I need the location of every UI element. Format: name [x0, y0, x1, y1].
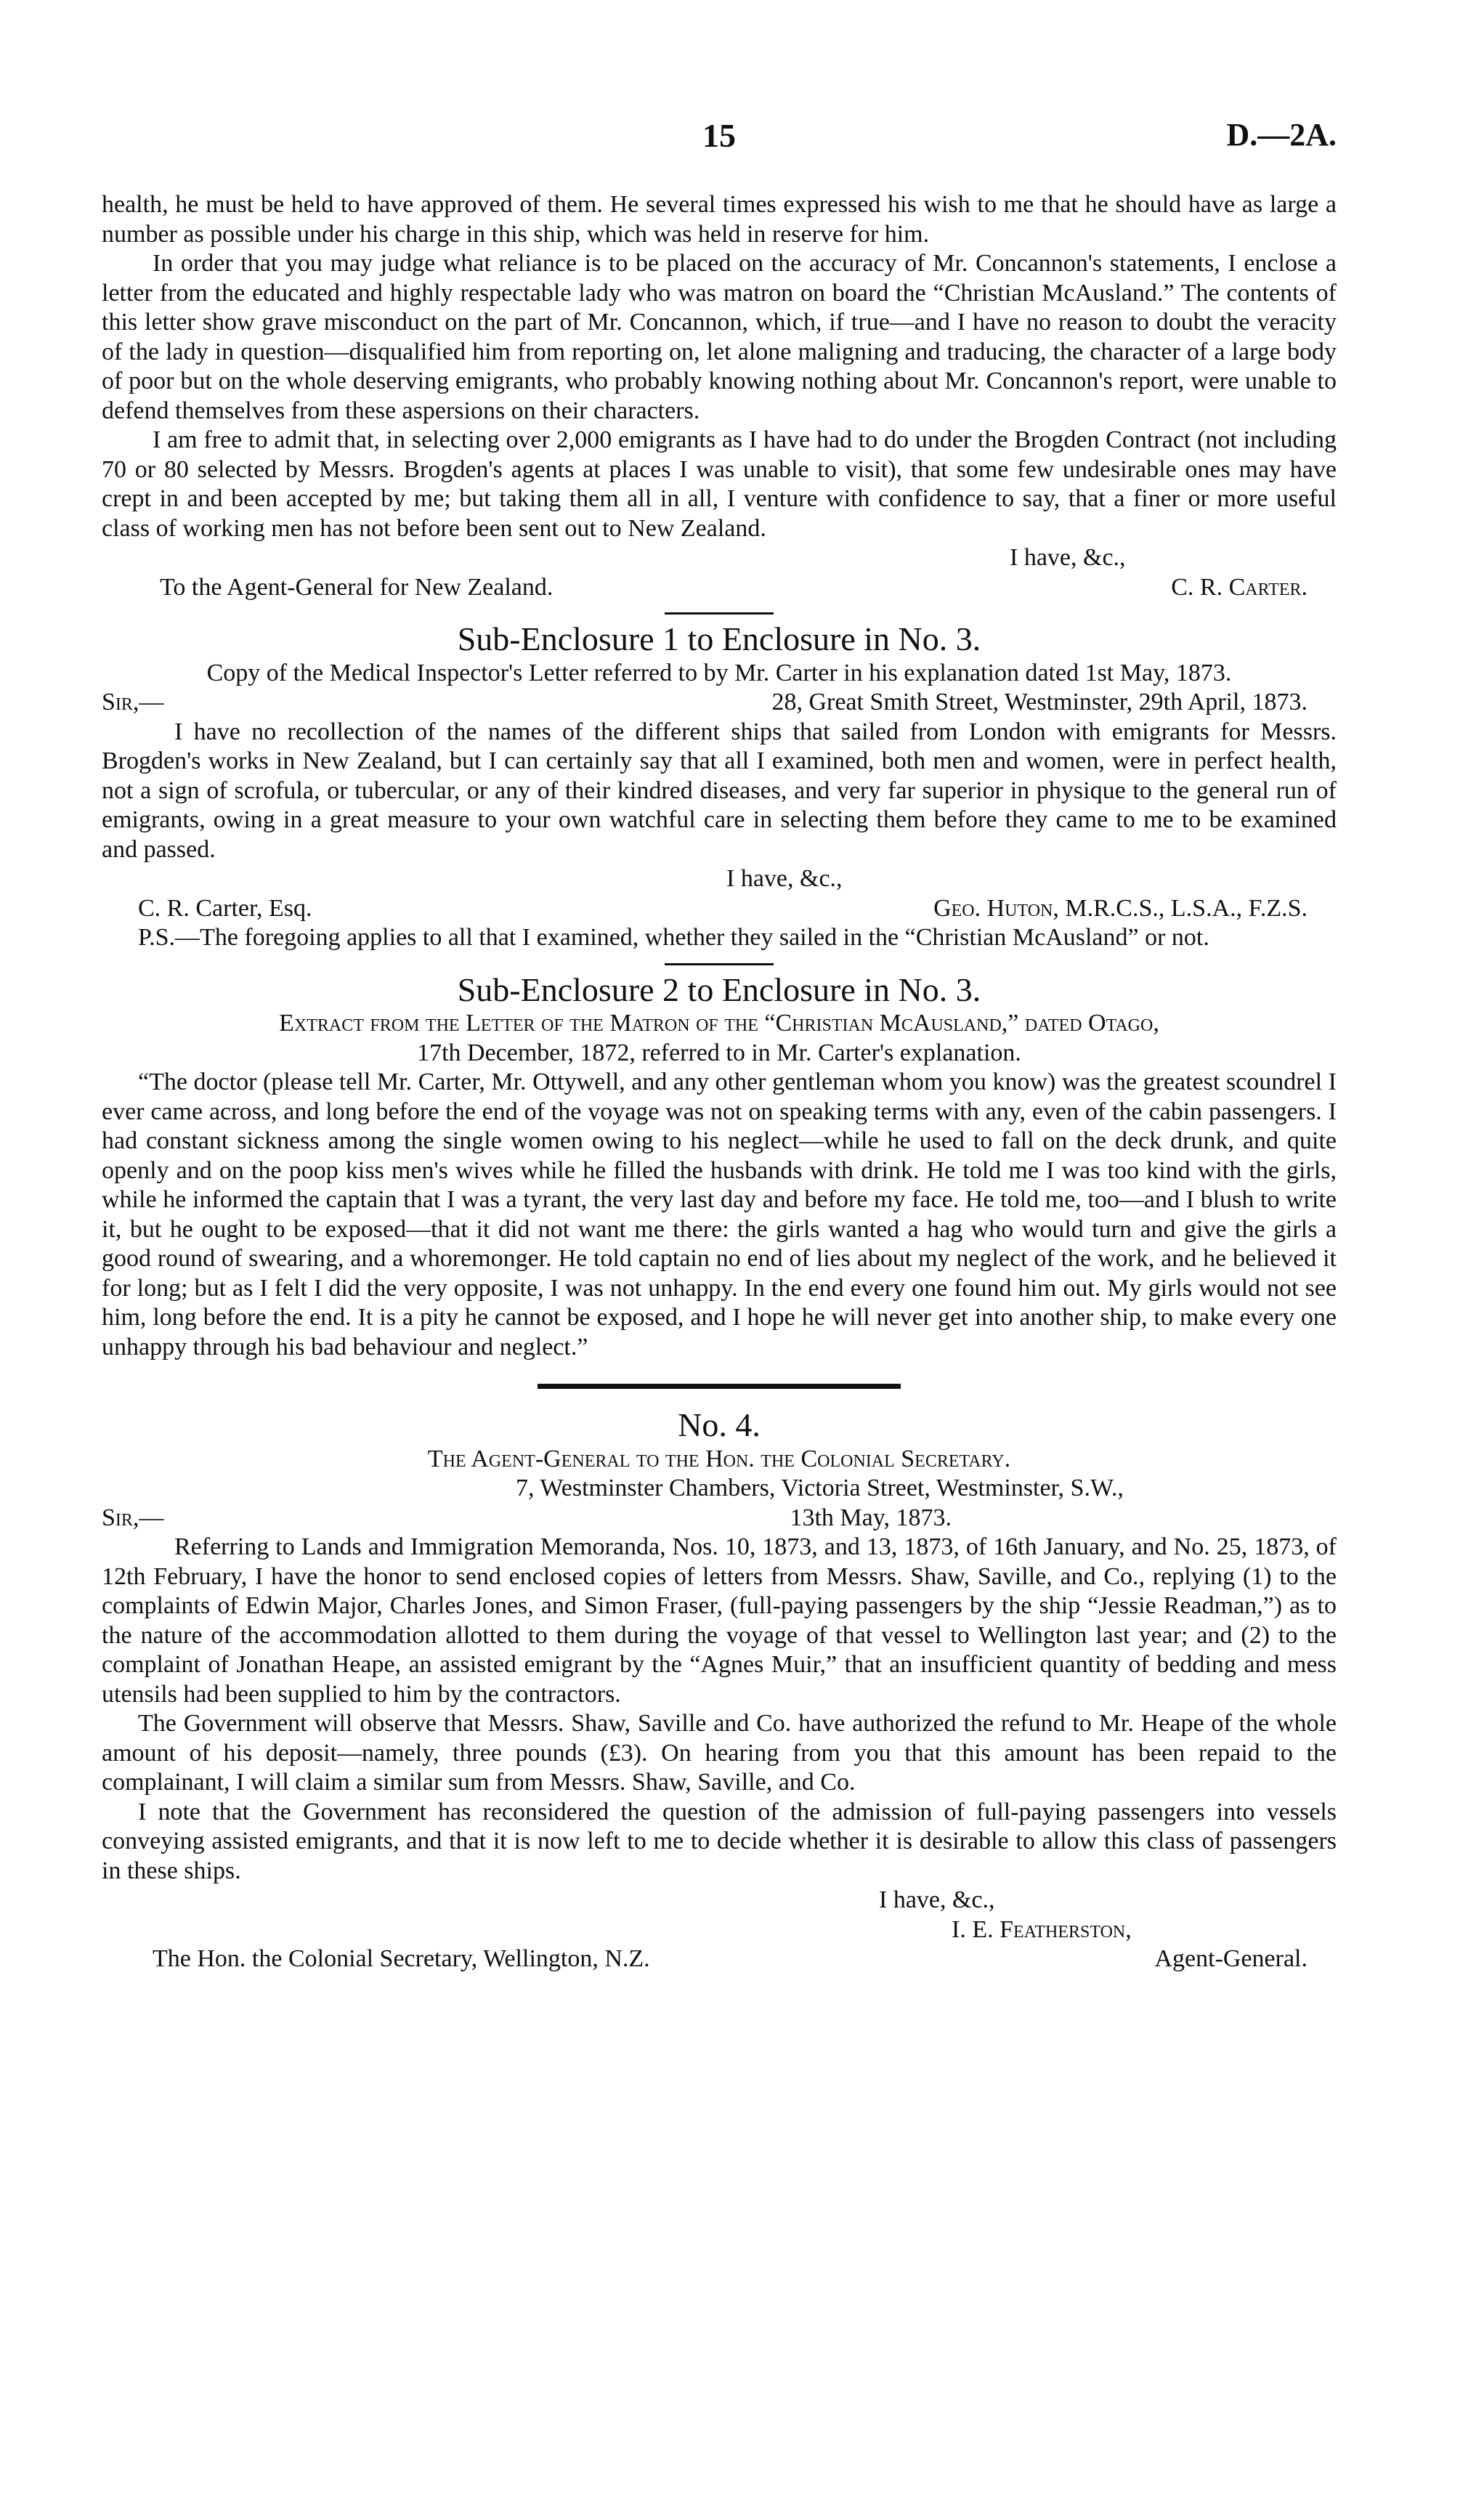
section-divider: [538, 1384, 901, 1389]
page-body: [102, 190, 1337, 1974]
no4-address-line-2: 13th May, 1873.: [790, 1504, 952, 1531]
page-header: [102, 116, 1337, 167]
no4-signature-line: [102, 1945, 1337, 1974]
no4-salutation-line: [102, 1504, 1337, 1533]
sub-enclosure-1-caption: Copy of the Medical Inspector's Letter referred to by Mr. Carter in his explanation dated 1st May, 1873.: [206, 659, 1232, 686]
no4-heading: No. 4.: [678, 1406, 761, 1443]
letter1-closing: I have, &c.,: [1010, 544, 1126, 571]
sub-enclosure-2-caption-line-2: 17th December, 1872, referred to in Mr. Carter's explanation.: [417, 1039, 1021, 1066]
page-number: 15: [702, 117, 736, 154]
no4-signature: I. E. Featherston,: [952, 1915, 1132, 1943]
sub-enclosure-1-signature-line: [102, 894, 1337, 924]
letter1-signature: C. R. Carter.: [1171, 573, 1307, 601]
no4-addressee: The Hon. the Colonial Secretary, Wellington, N.Z.: [153, 1945, 650, 1972]
matron-letter-quote: “The doctor (please tell Mr. Carter, Mr. Ottywell, and any other gentleman whom you know) was the greatest scoundrel I ever came across, and long before the end of the voyage was not on speaking terms with any, even of the cabin passengers. I had constant sickness among the single women owing to his neglect—while he used to fall on the deck drunk, and quite openly and on the poop kiss men's wives while he filled the husbands with drink. He told me I was too kind with the girls, while he informed the captain that I was a tyrant, the very last day and before my face. He told me, too—and I blush to write it, but he ought to be exposed—that it did not want me there: the girls wanted a hag who would turn and give the girls a good round of swearing, and a whoremonger. He told captain no end of lies about my neglect of the work, and he believed it for long; but as I felt I did the very opposite, I was not unhappy. In the end every one found him out. My girls would not see him, long before the end. It is a pity he cannot be exposed, and I hope he will never get into another ship, to make every one unhappy through his bad behaviour and neglect.”: [102, 1069, 1337, 1361]
sub-enclosure-1-closing: I have, &c.,: [726, 865, 843, 892]
letter1-paragraph-1: health, he must be held to have approved of them. He several times expressed his wish to me that he should have as large a number as possible under his charge in this ship, which was held in reserve for him.: [102, 191, 1337, 248]
divider: [665, 612, 774, 615]
no4-title: Agent-General.: [1154, 1945, 1307, 1972]
sub-enclosure-1-signature: Geo. Huton, M.R.C.S., L.S.A., F.Z.S.: [933, 894, 1307, 922]
sub-enclosure-2-caption-line-1: Extract from the Letter of the Matron of the “Christian McAusland,” dated Otago,: [279, 1010, 1159, 1037]
letter1-paragraph-2: In order that you may judge what reliance is to be placed on the accuracy of Mr. Concannon's statements, I enclose a letter from the educated and highly respectable lady who was matron on board the “Christian McAusland.” The contents of this letter show grave misconduct on the part of Mr. Concannon, which, if true—and I have no reason to doubt the veracity of the lady in question—disqualified him from reporting on, let alone maligning and traducing, the character of a large body of poor but on the whole deserving emigrants, who probably knowing nothing about Mr. Concannon's report, were unable to defend themselves from these aspersions on their characters.: [102, 250, 1337, 424]
letter1-paragraph-3: I am free to admit that, in selecting over 2,000 emigrants as I have had to do under the Brogden Contract (not including 70 or 80 selected by Messrs. Brogden's agents at places I was unable to visit), that some few undesirable ones may have crept in and been accepted by me; but taking them all in all, I venture with confidence to say, that a finer or more useful class of working men has not before been sent out to New Zealand.: [102, 426, 1337, 542]
letter1-signature-line: [102, 573, 1337, 603]
letter1-addressee: To the Agent-General for New Zealand.: [160, 573, 554, 601]
no4-address-line-1: 7, Westminster Chambers, Victoria Street, Westminster, S.W.,: [516, 1475, 1124, 1501]
sub-enclosure-1-paragraph: I have no recollection of the names of the different ships that sailed from London with emigrants for Messrs. Brogden's works in New Zealand, but I can certainly say that all I examined, both men and women, were in perfect health, not a sign of scrofula, or tubercular, or any of their kindred diseases, and very far superior in physique to the general run of emigrants, owing in a great measure to your own watchful care in selecting them before they came to me to be examined and passed.: [102, 718, 1337, 863]
sub-enclosure-1-salutation-line: [102, 688, 1337, 718]
no4-caption: The Agent-General to the Hon. the Colonial Secretary.: [427, 1445, 1011, 1472]
sub-enclosure-1-addressee: C. R. Carter, Esq.: [138, 894, 312, 922]
no4-paragraph-1: Referring to Lands and Immigration Memoranda, Nos. 10, 1873, and 13, 1873, of 16th January, and No. 25, 1873, of 12th February, I have the honor to send enclosed copies of letters from Messrs. Shaw, Saville, and Co., replying (1) to the complaints of Edwin Major, Charles Jones, and Simon Fraser, (full-paying passengers by the ship “Jessie Readman,”) as to the nature of the accommodation allotted to them during the voyage of that vessel to Wellington last year; and (2) to the complaint of Jonathan Heape, an assisted emigrant by the “Agnes Muir,” that an insufficient quantity of bedding and mess utensils had been supplied to him by the contractors.: [102, 1533, 1337, 1708]
sub-enclosure-1-salutation: Sir,—: [102, 689, 164, 715]
document-reference: D.—2A.: [1226, 117, 1337, 153]
divider: [665, 963, 774, 965]
sub-enclosure-1-postscript: P.S.—The foregoing applies to all that I examined, whether they sailed in the “Christian McAusland” or not.: [138, 924, 1209, 951]
no4-closing: I have, &c.,: [879, 1886, 995, 1913]
no4-paragraph-2: The Government will observe that Messrs. Shaw, Saville and Co. have authorized the refund to Mr. Heape of the whole amount of his deposit—namely, three pounds (£3). On hearing from you that this amount has been repaid to the complainant, I will claim a similar sum from Messrs. Shaw, Saville, and Co.: [102, 1710, 1337, 1796]
no4-salutation: Sir,—: [102, 1504, 164, 1531]
sub-enclosure-1-address: 28, Great Smith Street, Westminster, 29th April, 1873.: [771, 689, 1307, 715]
no4-paragraph-3: I note that the Government has reconsidered the question of the admission of full-paying passengers into vessels conveying assisted emigrants, and that it is now left to me to decide whether it is desirable to allow this class of passengers in these ships.: [102, 1798, 1337, 1884]
sub-enclosure-1-heading: Sub-Enclosure 1 to Enclosure in No. 3.: [457, 620, 981, 657]
sub-enclosure-2-heading: Sub-Enclosure 2 to Enclosure in No. 3.: [457, 970, 981, 1008]
